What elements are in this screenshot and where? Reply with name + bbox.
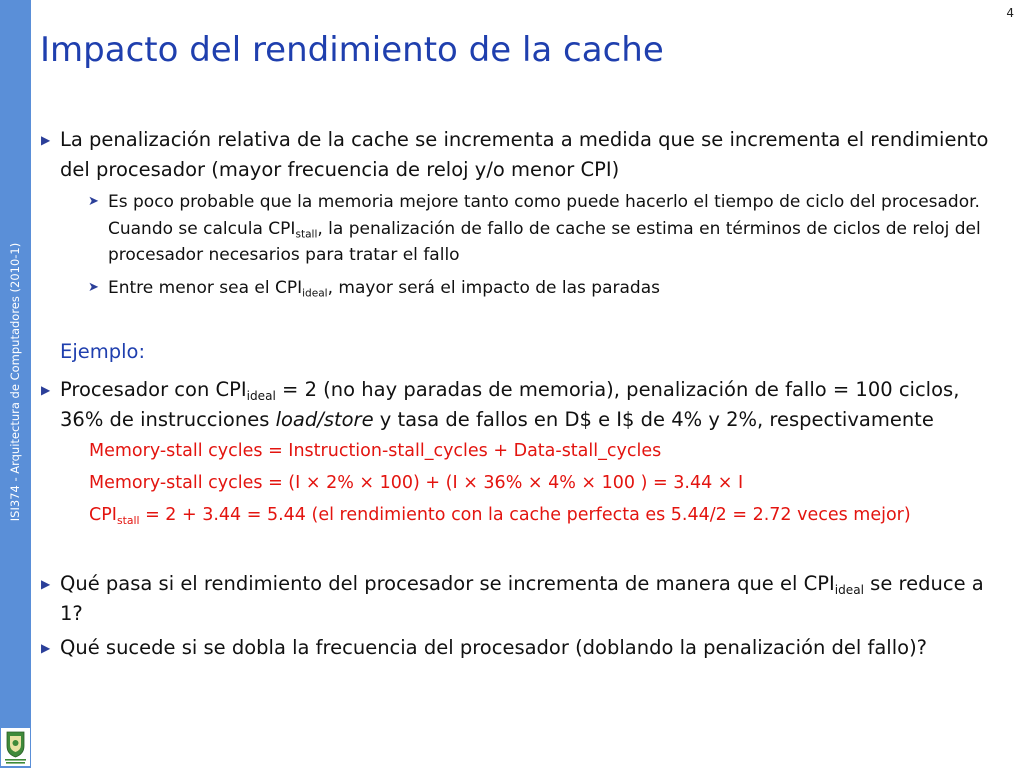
slide-number: 4 — [1006, 6, 1014, 20]
slide-content — [40, 125, 990, 663]
subscript-stall: stall — [116, 513, 140, 527]
bullet-arrow-icon: ▶ — [41, 383, 51, 397]
bullet-question-cpi — [40, 569, 990, 629]
calc-text-a: CPI — [89, 505, 117, 525]
sub-bullet-arrow-icon: ➤ — [88, 194, 99, 209]
bullet-arrow-icon: ▶ — [41, 641, 51, 655]
bullet-arrow-icon: ▶ — [41, 577, 51, 591]
calc-line-3 — [40, 499, 990, 531]
sub-bullet-text-b: , mayor será el impacto de las paradas — [327, 277, 660, 298]
calc-line-2: Memory-stall cycles = (I × 2% × 100) + (I × 36% × 4% × 100 ) = 3.44 × I — [89, 473, 744, 493]
subscript-ideal: ideal — [302, 287, 328, 300]
sub-bullet-arrow-icon: ➤ — [88, 279, 99, 295]
bullet-text-a: Qué pasa si el rendimiento del procesador se incrementa de manera que el CPI — [60, 572, 835, 595]
bullet-text-a: Procesador con CPI — [60, 378, 247, 401]
bullet-text: Qué sucede si se dobla la frecuencia del procesador (doblando la penalización del fallo)? — [60, 636, 928, 659]
subscript-stall: stall — [295, 228, 318, 241]
bullet-cache-penalty — [40, 125, 990, 185]
sidebar — [0, 0, 31, 768]
bullet-arrow-icon: ▶ — [41, 133, 51, 147]
example-heading: Ejemplo: — [60, 340, 146, 363]
bullet-text-c: y tasa de fallos en D$ e I$ de 4% y 2%, respectivamente — [373, 408, 934, 431]
slide-title: Impacto del rendimiento de la cache — [40, 30, 664, 70]
university-seal-icon — [1, 728, 30, 766]
subscript-ideal: ideal — [246, 389, 276, 404]
bullet-text-italic: load/store — [275, 408, 374, 431]
bullet-processor-example — [40, 375, 990, 435]
course-label: ISI374 - Arquitectura de Computadores (2010-1) — [8, 242, 22, 522]
sub-bullet-text-a: Entre menor sea el CPI — [108, 277, 303, 298]
sub-bullet-text-b: , la penalización de fallo de cache se estima en términos de ciclos de reloj del procesador necesarios para tratar el fallo — [108, 218, 981, 265]
sub-bullet-memory-improvement — [40, 189, 990, 269]
university-logo — [1, 728, 30, 766]
bullet-text-b: se reduce a 1? — [60, 572, 984, 625]
sub-bullet-ideal-cpi — [40, 275, 990, 302]
bullet-question-frequency — [40, 633, 990, 663]
calc-line-1: Memory-stall cycles = Instruction-stall_cycles + Data-stall_cycles — [89, 441, 662, 461]
bullet-text-b: = 2 (no hay paradas de memoria), penalización de fallo = 100 ciclos, 36% de instrucciones — [60, 378, 960, 431]
sub-bullet-text-a: Es poco probable que la memoria mejore tanto como puede hacerlo el tiempo de ciclo del procesador. Cuando se calcula CPI — [108, 192, 980, 239]
bullet-text: La penalización relativa de la cache se incrementa a medida que se incrementa el rendimiento del procesador (mayor frecuencia de reloj y/o menor CPI) — [60, 128, 989, 181]
subscript-ideal: ideal — [834, 583, 864, 598]
calc-text-b: = 2 + 3.44 = 5.44 (el rendimiento con la cache perfecta es 5.44/2 = 2.72 veces mejor) — [139, 505, 911, 525]
